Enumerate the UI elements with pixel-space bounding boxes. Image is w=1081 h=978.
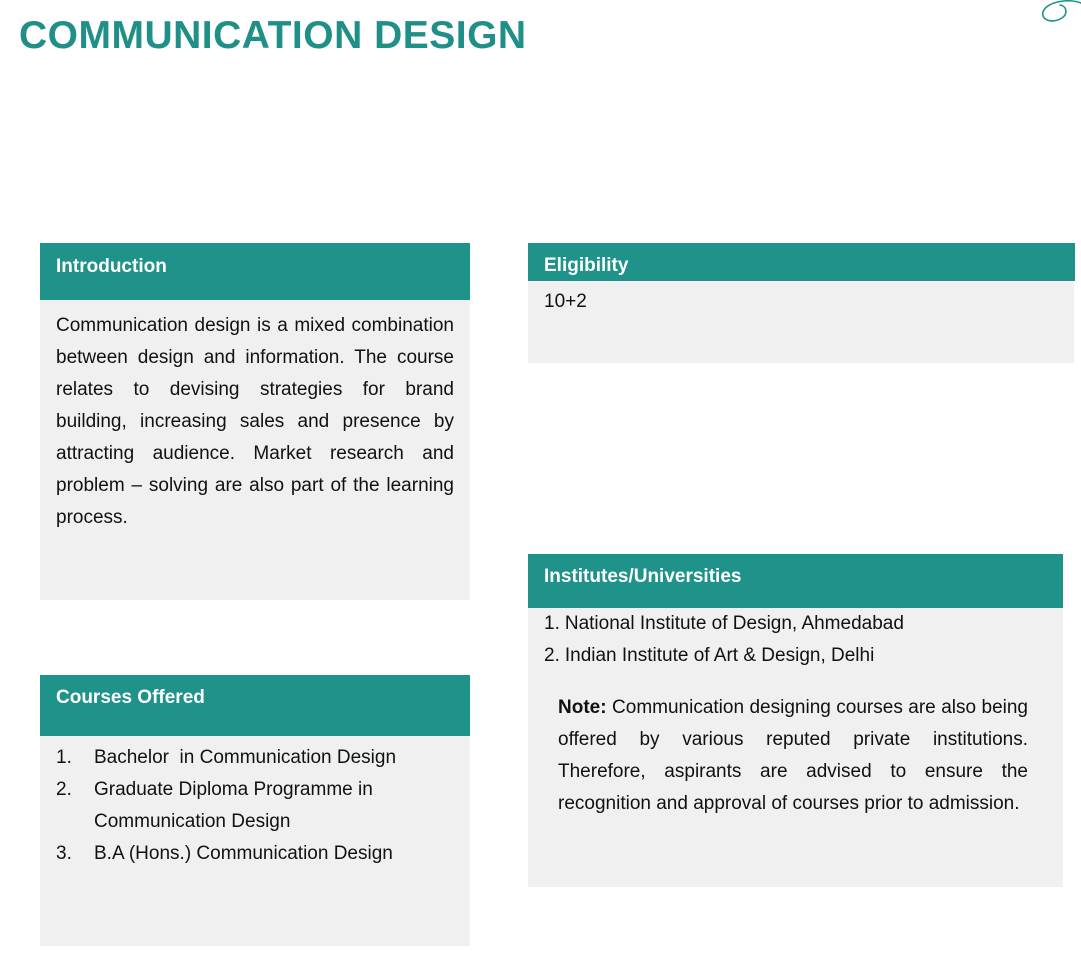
course-name: Graduate Diploma Programme in Communication Design	[94, 779, 373, 832]
eligibility-value: 10+2	[544, 291, 587, 312]
list-number: 2.	[544, 645, 560, 666]
institute-name: Indian Institute of Art & Design, Delhi	[564, 645, 875, 666]
list-item	[544, 640, 1047, 672]
introduction-text: Communication design is a mixed combination between design and information. The course relates to devising strategies for brand building, increasing sales and presence by attracting audience. Market research and problem – solving are also part of the learning process.	[56, 315, 454, 528]
courses-card	[40, 675, 470, 946]
list-number: 3.	[56, 843, 72, 864]
list-item	[56, 838, 454, 870]
note-label: Note:	[558, 697, 607, 718]
list-number: 2.	[56, 779, 72, 800]
list-number: 1.	[544, 613, 560, 634]
list-item	[56, 742, 454, 774]
courses-heading: Courses Offered	[40, 675, 470, 736]
introduction-card	[40, 243, 470, 600]
institute-name: National Institute of Design, Ahmedabad	[564, 613, 904, 634]
introduction-heading: Introduction	[40, 243, 470, 300]
list-number: 1.	[56, 747, 72, 768]
swirl-icon	[1038, 0, 1081, 26]
note-text: Communication designing courses are also being offered by various reputed private institutions. Therefore, aspirants are advised to ensure the recognition and approval of courses prior to admission.	[558, 697, 1028, 814]
course-name: B.A (Hons.) Communication Design	[94, 843, 393, 864]
eligibility-card	[528, 243, 1074, 363]
list-item	[56, 774, 454, 838]
course-name: Bachelor in Communication Design	[94, 747, 397, 768]
eligibility-heading: Eligibility	[528, 243, 1075, 281]
note-paragraph	[558, 692, 1028, 820]
courses-list	[40, 736, 470, 870]
list-item	[544, 608, 1047, 640]
page-title: COMMUNICATION DESIGN	[19, 14, 527, 57]
institutes-card	[528, 554, 1063, 887]
institutes-list	[528, 608, 1063, 672]
institutes-heading: Institutes/Universities	[528, 554, 1063, 608]
